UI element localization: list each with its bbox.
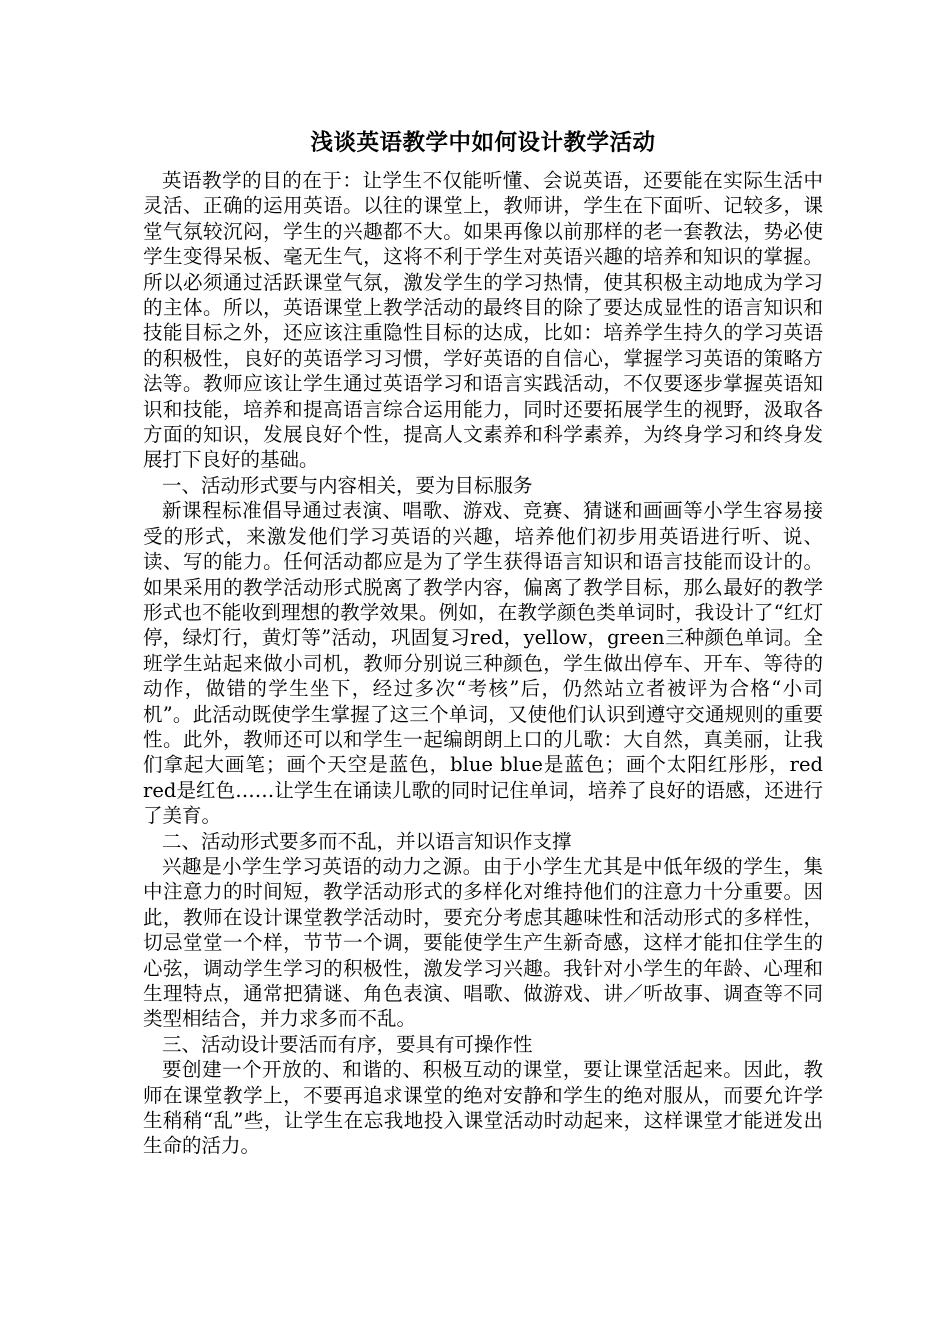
intro-paragraph: 英语教学的目的在于：让学生不仅能听懂、会说英语，还要能在实际生活中灵活、正确的运用英语。以往的课堂上，教师讲，学生在下面听、记较多，课堂气氛较沉闷，学生的兴趣都不大。如果再像以前那样的老一套教法，势必使学生变得呆板、毫无生气，这将不利于学生对英语兴趣的培养和知识的掌握。所以必须通过活跃课堂气氛，激发学生的学习热情，使其积极主动地成为学习的主体。所以，英语课堂上教学活动的最终目的除了要达成显性的语言知识和技能目标之外，还应该注重隐性目标的达成，比如：培养学生持久的学习英语的积极性，良好的英语学习习惯，学好英语的自信心，掌握学习英语的策略方法等。教师应该让学生通过英语学习和语言实践活动，不仅要逐步掌握英语知识和技能，培养和提高语言综合运用能力，同时还要拓展学生的视野，汲取各方面的知识，发展良好个性，提高人文素养和科学素养，为终身学习和终身发展打下良好的基础。 [143, 169, 823, 472]
section-heading-1: 一、活动形式要与内容相关，要为目标服务 [162, 473, 533, 497]
document-page [143, 128, 823, 1159]
document-title: 浅谈英语教学中如何设计教学活动 [310, 130, 656, 156]
section-heading-3: 三、活动设计要活而有序，要具有可操作性 [162, 1032, 533, 1056]
section-body-2: 兴趣是小学生学习英语的动力之源。由于小学生尤其是中低年级的学生，集中注意力的时间短，教学活动形式的多样化对维持他们的注意力十分重要。因此，教师在设计课堂教学活动时，要充分考虑其趣味性和活动形式的多样性，切忌堂堂一个样，节节一个调，要能使学生产生新奇感，这样才能扣住学生的心弦，调动学生学习的积极性，激发学习兴趣。我针对小学生的年龄、心理和生理特点，通常把猜谜、角色表演、唱歌、做游戏、讲／听故事、调查等不同类型相结合，并力求多而不乱。 [143, 854, 823, 1031]
section-heading-2: 二、活动形式要多而不乱，并以语言知识作支撑 [162, 829, 572, 853]
section-body-3: 要创建一个开放的、和谐的、积极互动的课堂，要让课堂活起来。因此，教师在课堂教学上，不要再追求课堂的绝对安静和学生的绝对服从，而要允许学生稍稍“乱”些，让学生在忘我地投入课堂活动时动起来，这样课堂才能迸发出生命的活力。 [143, 1058, 823, 1158]
section-body-1: 新课程标准倡导通过表演、唱歌、游戏、竞赛、猜谜和画画等小学生容易接受的形式，来激发他们学习英语的兴趣，培养他们初步用英语进行听、说、读、写的能力。任何活动都应是为了学生获得语言知识和语言技能而设计的。如果采用的教学活动形式脱离了教学内容，偏离了教学目标，那么最好的教学形式也不能收到理想的教学效果。例如，在教学颜色类单词时，我设计了“红灯停，绿灯行，黄灯等”活动，巩固复习red，yellow，green三种颜色单词。全班学生站起来做小司机，教师分别说三种颜色，学生做出停车、开车、等待的动作，做错的学生坐下，经过多次“考核”后，仍然站立者被评为合格“小司机”。此活动既使学生掌握了这三个单词，又使他们认识到遵守交通规则的重要性。此外，教师还可以和学生一起编朗朗上口的儿歌：大自然，真美丽，让我们拿起大画笔；画个天空是蓝色，blue blue是蓝色；画个太阳红彤彤，red red是红色……让学生在诵读儿歌的同时记住单词，培养了良好的语感，还进行了美育。 [143, 499, 823, 828]
